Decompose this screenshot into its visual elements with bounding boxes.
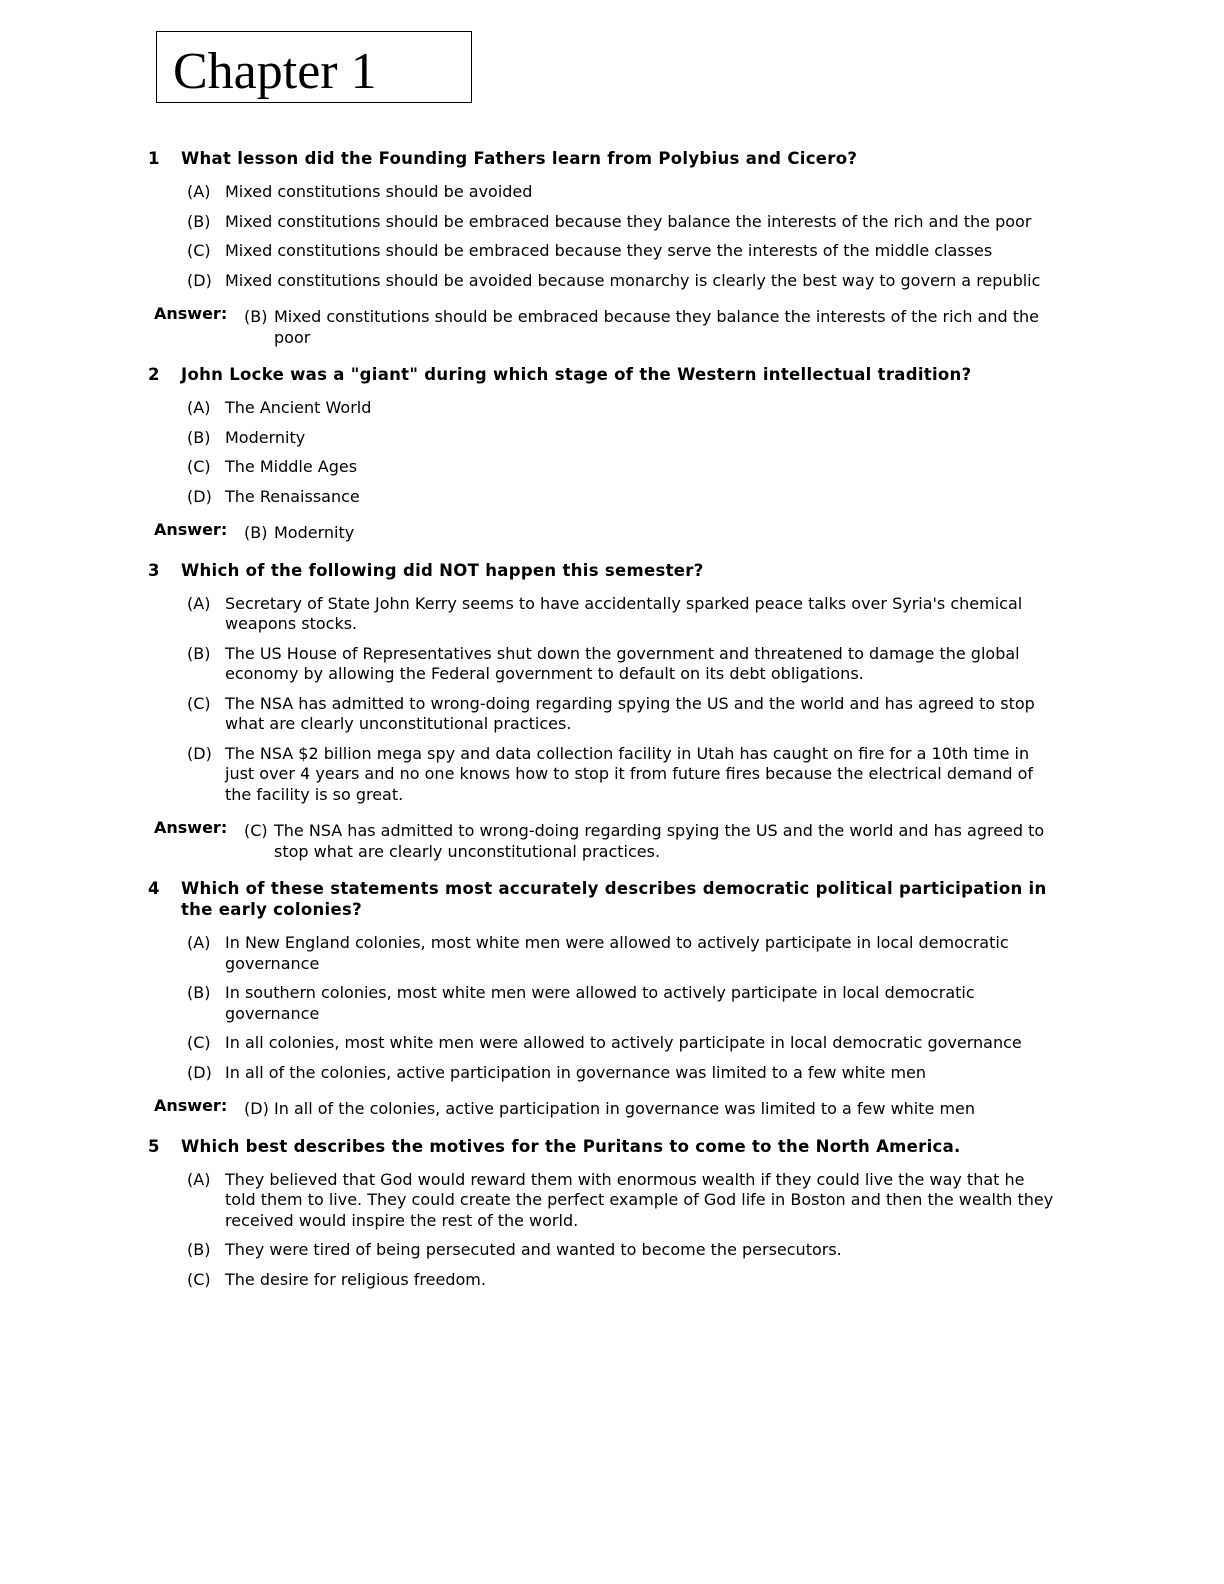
question-text: Which best describes the motives for the Puritans to come to the North America.	[181, 1136, 961, 1156]
option-text: Mixed constitutions should be avoided because monarchy is clearly the best way to govern a republic	[225, 270, 1041, 290]
option-text: Mixed constitutions should be embraced because they balance the interests of the rich and the poor	[225, 211, 1032, 231]
option-list	[148, 933, 1060, 1083]
answer-label: Answer:	[154, 520, 228, 539]
option-text: They believed that God would reward them with enormous wealth if they could live the way that he told them to live. They could create the perfect example of God life in Boston and then the wealth they received would inspire the rest of the world.	[225, 1169, 1054, 1230]
option-letter: (B)	[187, 1240, 211, 1259]
answer-label: Answer:	[154, 818, 228, 837]
option-item	[187, 983, 1060, 1024]
option-item	[187, 744, 1060, 806]
option-letter: (A)	[187, 933, 211, 952]
option-text: Mixed constitutions should be embraced because they serve the interests of the middle classes	[225, 241, 993, 260]
option-item	[187, 457, 1060, 478]
chapter-title: Chapter 1	[173, 43, 377, 100]
question-header	[148, 1136, 1060, 1157]
option-letter: (D)	[187, 270, 212, 290]
option-text: The Middle Ages	[225, 457, 358, 476]
question-item	[148, 1136, 1060, 1291]
answer-letter: (D)	[244, 1099, 269, 1118]
option-letter: (B)	[187, 643, 211, 663]
option-letter: (C)	[187, 693, 211, 713]
option-letter: (A)	[187, 593, 211, 613]
question-header	[148, 560, 1060, 581]
question-text: Which of the following did NOT happen this semester?	[181, 560, 704, 580]
question-header	[148, 878, 1060, 920]
option-item	[187, 594, 1060, 635]
option-letter: (C)	[187, 457, 211, 476]
option-letter: (A)	[187, 182, 211, 201]
option-letter: (D)	[187, 743, 212, 763]
option-letter: (B)	[187, 983, 211, 1002]
question-item	[148, 560, 1060, 863]
option-item	[187, 212, 1060, 233]
answer-line	[154, 304, 1060, 348]
answer-label: Answer:	[154, 304, 228, 323]
option-item	[187, 933, 1060, 974]
question-number: 5	[148, 1136, 160, 1156]
option-list	[148, 594, 1060, 806]
option-item	[187, 1240, 1060, 1261]
option-item	[187, 271, 1060, 292]
answer-label: Answer:	[154, 1096, 228, 1115]
option-letter: (C)	[187, 1033, 211, 1052]
question-header	[148, 364, 1060, 385]
option-text: In southern colonies, most white men were allowed to actively participate in local democratic governance	[225, 983, 975, 1023]
answer-line	[154, 520, 1060, 544]
option-text: The NSA has admitted to wrong-doing regarding spying the US and the world and has agreed to stop what are clearly unconstitutional practices.	[225, 693, 1035, 733]
option-text: The desire for religious freedom.	[225, 1269, 486, 1289]
answer-text: In all of the colonies, active participation in governance was limited to a few white men	[274, 1099, 976, 1118]
option-item	[187, 1063, 1060, 1084]
option-list	[148, 1170, 1060, 1291]
option-item	[187, 487, 1060, 508]
option-text: The Ancient World	[225, 398, 372, 417]
option-text: The Renaissance	[225, 486, 360, 506]
option-item	[187, 398, 1060, 419]
option-letter: (A)	[187, 398, 211, 417]
option-list	[148, 398, 1060, 507]
question-header	[148, 148, 1060, 169]
question-list	[148, 148, 1060, 1299]
answer-letter: (C)	[244, 821, 268, 840]
question-text: What lesson did the Founding Fathers learn from Polybius and Cicero?	[181, 149, 858, 168]
answer-text: The NSA has admitted to wrong-doing regarding spying the US and the world and has agreed to stop what are clearly unconstitutional practices.	[274, 821, 1045, 861]
option-text: Mixed constitutions should be avoided	[225, 182, 533, 201]
option-letter: (D)	[187, 486, 212, 506]
question-item	[148, 148, 1060, 348]
question-item	[148, 364, 1060, 544]
chapter-heading-box	[156, 31, 472, 103]
option-item	[187, 1033, 1060, 1054]
option-letter: (D)	[187, 1062, 212, 1082]
answer-line	[154, 818, 1060, 862]
option-text: Modernity	[225, 427, 306, 447]
option-list	[148, 182, 1060, 291]
question-number: 1	[148, 149, 160, 168]
option-text: Secretary of State John Kerry seems to have accidentally sparked peace talks over Syria's chemical weapons stocks.	[225, 593, 1023, 633]
answer-text: Mixed constitutions should be embraced because they balance the interests of the rich and the poor	[274, 307, 1039, 347]
option-text: In New England colonies, most white men were allowed to actively participate in local democratic governance	[225, 933, 1009, 973]
question-number: 3	[148, 560, 160, 580]
option-letter: (C)	[187, 241, 211, 260]
option-item	[187, 694, 1060, 735]
option-text: In all colonies, most white men were allowed to actively participate in local democratic governance	[225, 1033, 1022, 1052]
question-text: John Locke was a "giant" during which stage of the Western intellectual tradition?	[181, 365, 972, 384]
question-text: Which of these statements most accurately describes democratic political participation in the early colonies?	[181, 879, 1047, 919]
option-item	[187, 182, 1060, 203]
answer-line	[154, 1096, 1060, 1120]
option-text: In all of the colonies, active participation in governance was limited to a few white men	[225, 1062, 927, 1082]
answer-text: Modernity	[274, 523, 355, 542]
option-text: They were tired of being persecuted and wanted to become the persecutors.	[225, 1240, 842, 1259]
option-item	[187, 1170, 1060, 1232]
option-item	[187, 644, 1060, 685]
question-number: 2	[148, 365, 160, 384]
option-letter: (C)	[187, 1269, 211, 1289]
answer-letter: (B)	[244, 523, 268, 542]
question-number: 4	[148, 879, 160, 898]
option-letter: (A)	[187, 1169, 211, 1189]
option-text: The US House of Representatives shut down the government and threatened to damage the global economy by allowing the Federal government to default on its debt obligations.	[225, 643, 1020, 683]
option-item	[187, 428, 1060, 449]
answer-letter: (B)	[244, 307, 268, 326]
option-item	[187, 1270, 1060, 1291]
option-text: The NSA $2 billion mega spy and data collection facility in Utah has caught on fire for a 10th time in just over 4 years and no one knows how to stop it from future fires because the electrical demand of the facility is so great.	[225, 743, 1034, 804]
option-letter: (B)	[187, 427, 211, 447]
option-letter: (B)	[187, 211, 211, 231]
option-item	[187, 241, 1060, 262]
question-item	[148, 878, 1060, 1120]
